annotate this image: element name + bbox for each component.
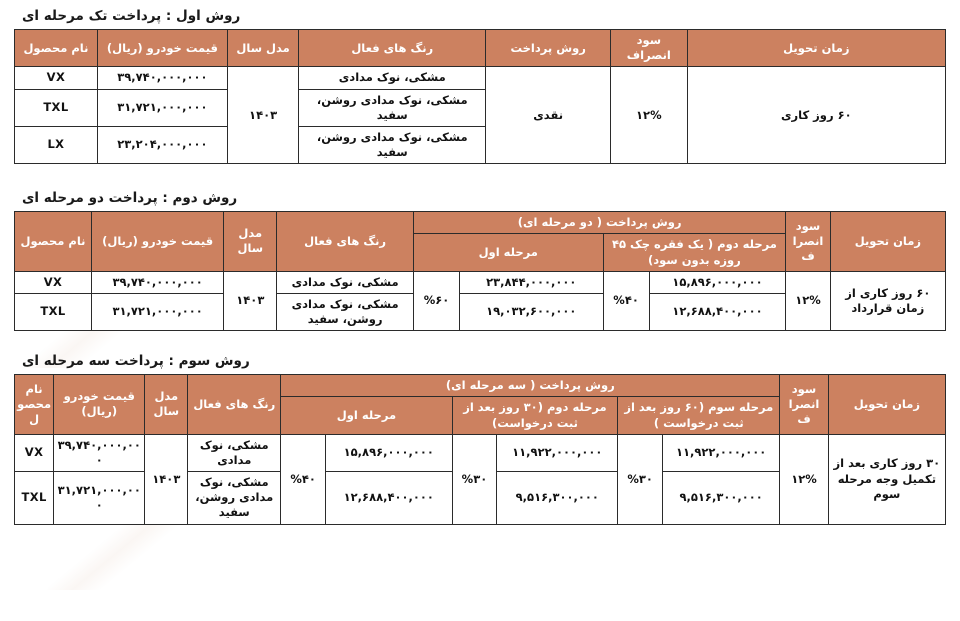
cell-delivery-time: ۶۰ روز کاری از زمان قرارداد — [830, 271, 945, 331]
cell-stage-two-amount: ۹,۵۱۶,۳۰۰,۰۰۰ — [497, 472, 618, 525]
cell-vehicle-price: ۳۹,۷۴۰,۰۰۰,۰۰۰ — [97, 67, 227, 89]
cell-model-year: ۱۴۰۳ — [224, 271, 277, 331]
cell-vehicle-price: ۲۳,۲۰۴,۰۰۰,۰۰۰ — [97, 126, 227, 163]
header-stage-two: مرحله دوم (۳۰ روز بعد از ثبت درخواست) — [452, 397, 618, 434]
section-single-stage-payment — [14, 0, 946, 164]
cell-cancellation-interest: ۱۲% — [611, 67, 688, 164]
header-delivery-time: زمان تحویل — [830, 212, 945, 272]
header-vehicle-price: قیمت خودرو (ریال) — [91, 212, 223, 272]
cell-vehicle-price: ۳۱,۷۲۱,۰۰۰,۰۰۰ — [91, 293, 223, 330]
section-gap — [14, 331, 946, 353]
table1-title: روش اول : پرداخت تک مرحله ای — [22, 8, 241, 24]
header-product-name: نام محصول — [15, 30, 98, 67]
cell-vehicle-price: ۳۹,۷۴۰,۰۰۰,۰۰۰ — [91, 271, 223, 293]
cell-stage-one-percent: %۶۰ — [413, 271, 459, 331]
header-stage-two: مرحله دوم ( یک فقره چک ۴۵ روزه بدون سود) — [603, 234, 786, 271]
cell-delivery-time: ۳۰ روز کاری بعد از تکمیل وجه مرحله سوم — [828, 434, 945, 524]
cell-payment-method: نقدی — [486, 67, 611, 164]
cell-stage-one-amount: ۱۲,۶۸۸,۴۰۰,۰۰۰ — [326, 472, 453, 525]
header-active-colors: رنگ های فعال — [277, 212, 414, 272]
cell-vehicle-price: ۳۱,۷۲۱,۰۰۰,۰۰۰ — [54, 472, 145, 525]
header-stage-one: مرحله اول — [281, 397, 452, 434]
cell-cancellation-interest: ۱۲% — [780, 434, 828, 524]
cell-stage-three-percent: %۳۰ — [618, 434, 663, 524]
header-cancellation-interest: سود انصراف — [611, 30, 688, 67]
cell-model-year: ۱۴۰۳ — [227, 67, 298, 164]
cell-product-name: TXL — [15, 293, 92, 330]
cell-vehicle-price: ۳۱,۷۲۱,۰۰۰,۰۰۰ — [97, 89, 227, 126]
cell-stage-two-percent: %۴۰ — [603, 271, 649, 331]
table-single-stage-payment — [14, 29, 946, 164]
header-payment-method: روش پرداخت — [486, 30, 611, 67]
cell-product-name: VX — [15, 271, 92, 293]
header-model-year: مدل سال — [227, 30, 298, 67]
table3-header-row-1 — [15, 375, 946, 397]
table-two-stage-payment — [14, 211, 946, 331]
header-payment-group: روش پرداخت ( دو مرحله ای) — [413, 212, 785, 234]
cell-cancellation-interest: ۱۲% — [786, 271, 830, 331]
header-delivery-time: زمان تحویل — [828, 375, 945, 435]
cell-stage-two-percent: %۳۰ — [452, 434, 497, 524]
header-model-year: مدل سال — [224, 212, 277, 272]
header-stage-three: مرحله سوم (۶۰ روز بعد از ثبت درخواست ) — [618, 397, 780, 434]
header-delivery-time: زمان تحویل — [687, 30, 945, 67]
cell-active-colors: مشکی، نوک مدادی روشن، سفید — [299, 126, 486, 163]
cell-active-colors: مشکی، نوک مدادی — [277, 271, 414, 293]
cell-active-colors: مشکی، نوک مدادی — [188, 434, 281, 471]
cell-stage-one-amount: ۲۳,۸۴۴,۰۰۰,۰۰۰ — [460, 271, 603, 293]
header-cancellation-interest: سود انصراف — [780, 375, 828, 435]
table2-header-row-1 — [15, 212, 946, 234]
cell-product-name: VX — [15, 67, 98, 89]
cell-active-colors: مشکی، نوک مدادی — [299, 67, 486, 89]
cell-model-year: ۱۴۰۳ — [145, 434, 188, 524]
cell-active-colors: مشکی، نوک مدادی روشن، سفید — [277, 293, 414, 330]
table3-title: روش سوم : پرداخت سه مرحله ای — [22, 353, 250, 370]
cell-stage-one-amount: ۱۹,۰۳۲,۶۰۰,۰۰۰ — [460, 293, 603, 330]
cell-delivery-time: ۶۰ روز کاری — [687, 67, 945, 164]
header-product-name: نام محصول — [15, 212, 92, 272]
table2-title: روش دوم : پرداخت دو مرحله ای — [22, 190, 238, 207]
table-row — [15, 271, 946, 293]
header-active-colors: رنگ های فعال — [299, 30, 486, 67]
cell-stage-one-percent: %۴۰ — [281, 434, 326, 524]
cell-vehicle-price: ۳۹,۷۴۰,۰۰۰,۰۰۰ — [54, 434, 145, 471]
table-three-stage-payment — [14, 374, 946, 524]
cell-stage-two-amount: ۱۲,۶۸۸,۴۰۰,۰۰۰ — [649, 293, 786, 330]
cell-product-name: VX — [15, 434, 54, 471]
header-active-colors: رنگ های فعال — [188, 375, 281, 435]
header-vehicle-price: قیمت خودرو (ریال) — [97, 30, 227, 67]
header-product-name: نام محصول — [15, 375, 54, 435]
cell-active-colors: مشکی، نوک مدادی روشن، سفید — [299, 89, 486, 126]
cell-stage-one-amount: ۱۵,۸۹۶,۰۰۰,۰۰۰ — [326, 434, 453, 471]
table-row — [15, 67, 946, 89]
cell-stage-three-amount: ۹,۵۱۶,۳۰۰,۰۰۰ — [663, 472, 780, 525]
cell-stage-three-amount: ۱۱,۹۲۲,۰۰۰,۰۰۰ — [663, 434, 780, 471]
cell-active-colors: مشکی، نوک مدادی روشن، سفید — [188, 472, 281, 525]
table1-header-row — [15, 30, 946, 67]
cell-product-name: TXL — [15, 89, 98, 126]
header-model-year: مدل سال — [145, 375, 188, 435]
header-cancellation-interest: سود انصراف — [786, 212, 830, 272]
section-two-stage-payment — [14, 190, 946, 331]
header-payment-group: روش پرداخت ( سه مرحله ای) — [281, 375, 780, 397]
section-gap — [14, 164, 946, 190]
header-vehicle-price: قیمت خودرو (ریال) — [54, 375, 145, 435]
cell-stage-two-amount: ۱۱,۹۲۲,۰۰۰,۰۰۰ — [497, 434, 618, 471]
cell-stage-two-amount: ۱۵,۸۹۶,۰۰۰,۰۰۰ — [649, 271, 786, 293]
cell-product-name: LX — [15, 126, 98, 163]
section-three-stage-payment — [14, 353, 946, 524]
header-stage-one: مرحله اول — [413, 234, 603, 271]
cell-product-name: TXL — [15, 472, 54, 525]
table-row — [15, 434, 946, 471]
